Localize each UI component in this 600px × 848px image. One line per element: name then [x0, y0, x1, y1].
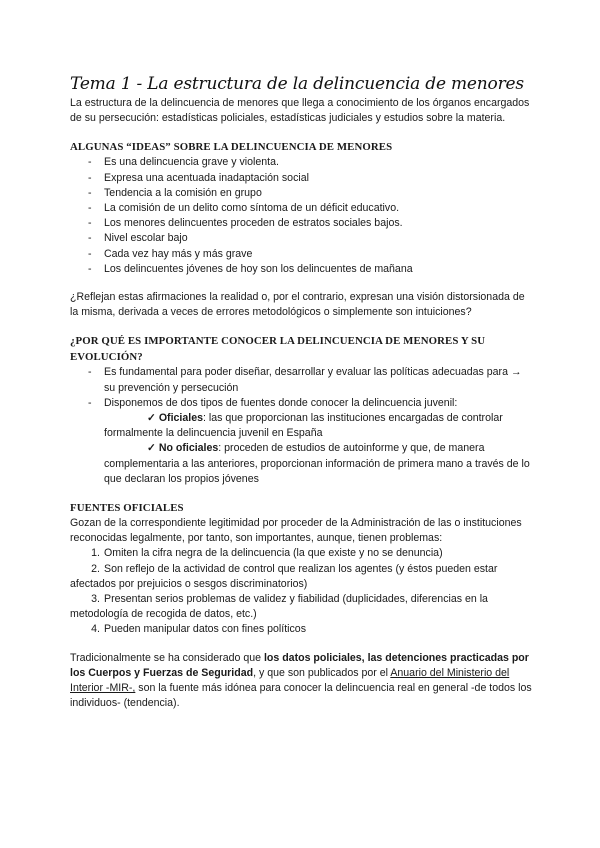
list-item — [70, 396, 532, 411]
list-item: 2. Son reflejo de la actividad de control que realizan los agentes (y éstos pueden estar afectados por prejuicios o sesgos discriminatorios) — [70, 562, 498, 590]
section-heading-importance: ¿POR QUÉ ES IMPORTANTE CONOCER LA DELINCUENCIA DE MENORES Y SU EVOLUCIÓN? — [70, 335, 486, 364]
source-no-oficiales — [70, 441, 532, 487]
anuario-link[interactable]: Anuario del Ministerio del Interior -MIR-, — [70, 666, 510, 695]
page-title: Tema 1 - La estructura de la delincuencia de menores — [70, 74, 524, 94]
no-oficiales-text: : proceden de estudios de autoinforme y que, de manera complementaria a las anteriores, proporcionan información de primera mano a través de lo que declaran los propios jóvenes — [104, 442, 530, 485]
document-page — [70, 74, 532, 712]
source-oficiales — [70, 411, 532, 441]
list-item: - Cada vez hay más y más grave — [70, 247, 532, 262]
closing-paragraph: Tradicionalmente se ha considerado que los datos policiales, las detenciones practicadas por los Cuerpos y Fuerzas de Seguridad, y que son publicados por el Anuario del Ministerio del Interior -MIR-, son la fuente más idónea para conocer la delincuencia real en general -de todos los individuos- (tendencia). — [70, 651, 532, 710]
intro-paragraph: La estructura de la delincuencia de menores que llega a conocimiento de los órganos encargados de su persecución: estadísticas policiales, estadísticas judiciales y estudios sobre la materia. — [70, 97, 530, 125]
section-heading-ideas: ALGUNAS “IDEAS” SOBRE LA DELINCUENCIA DE MENORES — [70, 141, 393, 154]
list-item: - Es una delincuencia grave y violenta. — [70, 155, 532, 170]
no-oficiales-label: ✓ No oficiales — [147, 442, 219, 455]
problems-list — [70, 546, 532, 637]
list-item: - Nivel escolar bajo — [70, 231, 532, 246]
list-item: - La comisión de un delito como síntoma de un déficit educativo. — [70, 201, 532, 216]
list-item: 4. Pueden manipular datos con fines políticos — [91, 623, 306, 636]
closing-bold-text: los datos policiales, las detenciones practicadas por los Cuerpos y Fuerzas de Seguridad — [70, 651, 529, 679]
ideas-list — [70, 155, 532, 277]
oficiales-text: : las que proporcionan las instituciones encargadas de controlar formalmente la delincuencia juvenil en España — [104, 412, 503, 440]
section-heading-fuentes: FUENTES OFICIALES — [70, 502, 184, 515]
list-item: - Los delincuentes jóvenes de hoy son los delincuentes de mañana — [70, 262, 532, 277]
list-item: - Es fundamental para poder diseñar, desarrollar y evaluar las políticas adecuadas para → su prevención y persecución — [70, 365, 532, 395]
oficiales-label: ✓ Oficiales — [147, 412, 203, 425]
list-item: 1. Omiten la cifra negra de la delincuencia (la que existe y no se denuncia) — [91, 547, 443, 560]
question-paragraph: ¿Reflejan estas afirmaciones la realidad o, por el contrario, expresan una visión distorsionada de la misma, derivada a veces de errores metodológicos o simplemente son intuiciones? — [70, 291, 525, 319]
list-item: - Expresa una acentuada inadaptación social — [70, 171, 532, 186]
fuentes-intro: Gozan de la correspondiente legitimidad por proceder de la Administración de las o instituciones reconocidas legalmente, por tanto, son importantes, aunque, tienen problemas: — [70, 517, 522, 545]
list-item: 3. Presentan serios problemas de validez y fiabilidad (duplicidades, diferencias en la metodología de recogida de datos, etc.) — [70, 593, 488, 621]
list-item: - Los menores delincuentes proceden de estratos sociales bajos. — [70, 216, 532, 231]
list-item: - Tendencia a la comisión en grupo — [70, 186, 532, 201]
list-item-text: Disponemos de dos tipos de fuentes donde conocer la delincuencia juvenil: — [104, 396, 458, 409]
importance-list — [70, 365, 532, 411]
